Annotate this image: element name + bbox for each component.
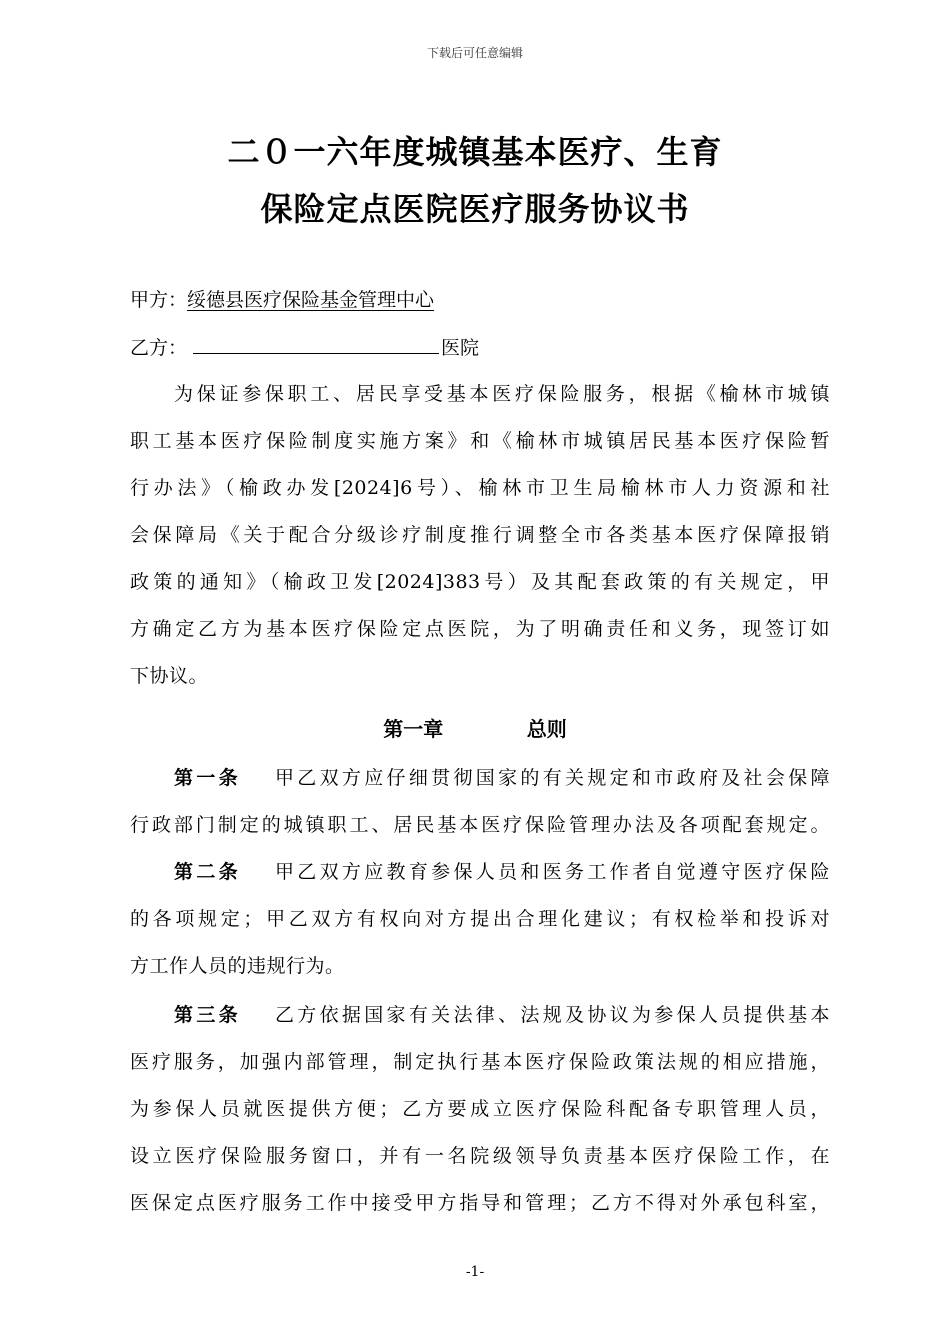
party-a (130, 285, 434, 312)
article-2-label: 第二条 (174, 861, 241, 883)
preamble-line: 方确定乙方为基本医疗保险定点医院，为了明确责任和义务，现签订如 (130, 618, 830, 640)
article-3-line: 为参保人员就医提供方便；乙方要成立医疗保险科配备专职管理人员， (130, 1098, 830, 1120)
party-b-blank-field[interactable] (193, 333, 439, 354)
document-title-line-1: 二０一六年度城镇基本医疗、生育 (227, 133, 723, 171)
party-b-label: 乙方： (130, 337, 188, 359)
article-1-line: 行政部门制定的城镇职工、居民基本医疗保险管理办法及各项配套规定。 (130, 814, 830, 836)
article-1-line (174, 763, 830, 790)
article-3-line (174, 1000, 830, 1027)
party-b (130, 333, 479, 360)
article-2-line: 方工作人员的违规行为。 (130, 955, 345, 977)
article-3-line: 设立医疗保险服务窗口，并有一名院级领导负责基本医疗保险工作，在 (130, 1145, 830, 1167)
article-3-line: 医保定点医疗服务工作中接受甲方指导和管理；乙方不得对外承包科室， (130, 1192, 830, 1214)
article-text: 甲乙双方应教育参保人员和医务工作者自觉遵守医疗保险 (274, 861, 830, 883)
article-2-line: 的各项规定；甲乙双方有权向对方提出合理化建议；有权检举和投诉对 (130, 908, 830, 930)
article-3-label: 第三条 (174, 1004, 241, 1026)
page-number: -1- (465, 1264, 485, 1280)
preamble-line: 下协议。 (130, 665, 209, 687)
article-text: 甲乙双方应仔细贯彻国家的有关规定和市政府及社会保障 (274, 767, 830, 789)
article-3-line: 医疗服务，加强内部管理，制定执行基本医疗保险政策法规的相应措施， (130, 1051, 830, 1073)
preamble-line: 行办法》（榆政办发[2024]6号）、榆林市卫生局榆林市人力资源和社 (130, 477, 830, 499)
preamble-line: 为保证参保职工、居民享受基本医疗保险服务，根据《榆林市城镇 (174, 383, 830, 405)
preamble-line: 职工基本医疗保险制度实施方案》和《榆林市城镇居民基本医疗保险暂 (130, 430, 830, 452)
article-text: 乙方依据国家有关法律、法规及协议为参保人员提供基本 (274, 1004, 830, 1026)
document-title-line-2: 保险定点医院医疗服务协议书 (260, 190, 690, 228)
preamble-line: 会保障局《关于配合分级诊疗制度推行调整全市各类基本医疗保障报销 (130, 524, 830, 546)
party-b-suffix: 医院 (441, 337, 480, 359)
party-a-label: 甲方： (130, 289, 188, 311)
page-header: 下载后可任意编辑 (426, 46, 523, 60)
article-2-line (174, 857, 830, 884)
party-a-name: 绥德县医疗保险基金管理中心 (187, 289, 435, 311)
preamble-line: 政策的通知》（榆政卫发[2024]383号）及其配套政策的有关规定，甲 (130, 571, 830, 593)
chapter-title: 总则 (526, 717, 567, 741)
chapter-number: 第一章 (383, 717, 444, 741)
chapter-heading (0, 713, 950, 742)
article-1-label: 第一条 (174, 767, 241, 789)
